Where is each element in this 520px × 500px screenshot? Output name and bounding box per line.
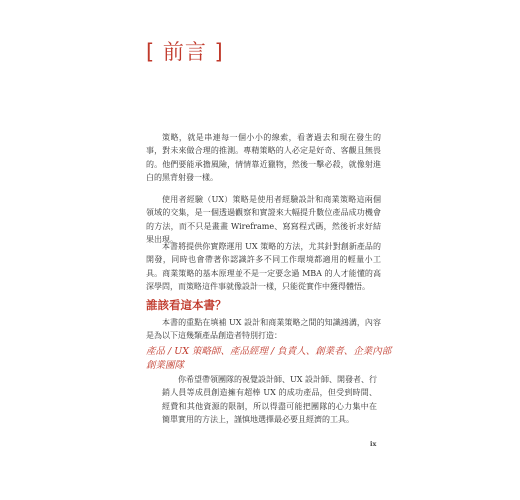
chapter-title: [ 前言 ] [146, 40, 224, 64]
paragraph-book-overview: 本書將提供你實際運用 UX 策略的方法，尤其針對創新產品的開發，同時也會帶著你認識許多不同工作環境都適用的輕量小工具。商業策略的基本原理並不是一定要念過 MBA 的人才能懂的高深學問，而策略這件事就像設計一樣，只能從實作中獲得體悟。 [146, 242, 381, 291]
page-number: ix [370, 440, 377, 448]
audience-description: 你希望帶領團隊的視覺設計師、UX 設計師、開發者、行銷人員等成員創造擁有超棒 UX 的成功產品，但受到時間、經費和其他資源的限制，所以得盡可能把團隊的心力集中在簡單實用的方法上，謹慎地選擇最必要且經濟的工具。 [162, 375, 377, 424]
paragraph-strategy: 策略，就是串連每一個小小的線索，看著過去和現在發生的事，對未來做合理的推測。專精策略的人必定是好奇、客觀且無畏的。他們要能承擔風險，情情靠近獵物，然後一擊必殺，就像射進白的黑背射發一樣。 [146, 133, 381, 182]
section-heading: 誰該看這本書？ [146, 298, 227, 312]
section-intro: 本書的重點在填補 UX 設計和商業策略之間的知識鴻溝，內容是為以下這幾類產品創造者特別打造： [146, 318, 381, 341]
audience-heading: 產品 / UX 策略師、產品經理 / 負責人、創業者、企業內部創業團隊 [146, 346, 392, 371]
paragraph-ux-strategy: 使用者經驗（UX）策略是使用者經驗設計和商業策略這兩個領域的交集，是一個透過觀察和實證來大幅提升數位產品成功機會的方法，而不只是畫畫 Wireframe、寫寫程式碼，然後祈求好結果出現。 [146, 195, 381, 244]
